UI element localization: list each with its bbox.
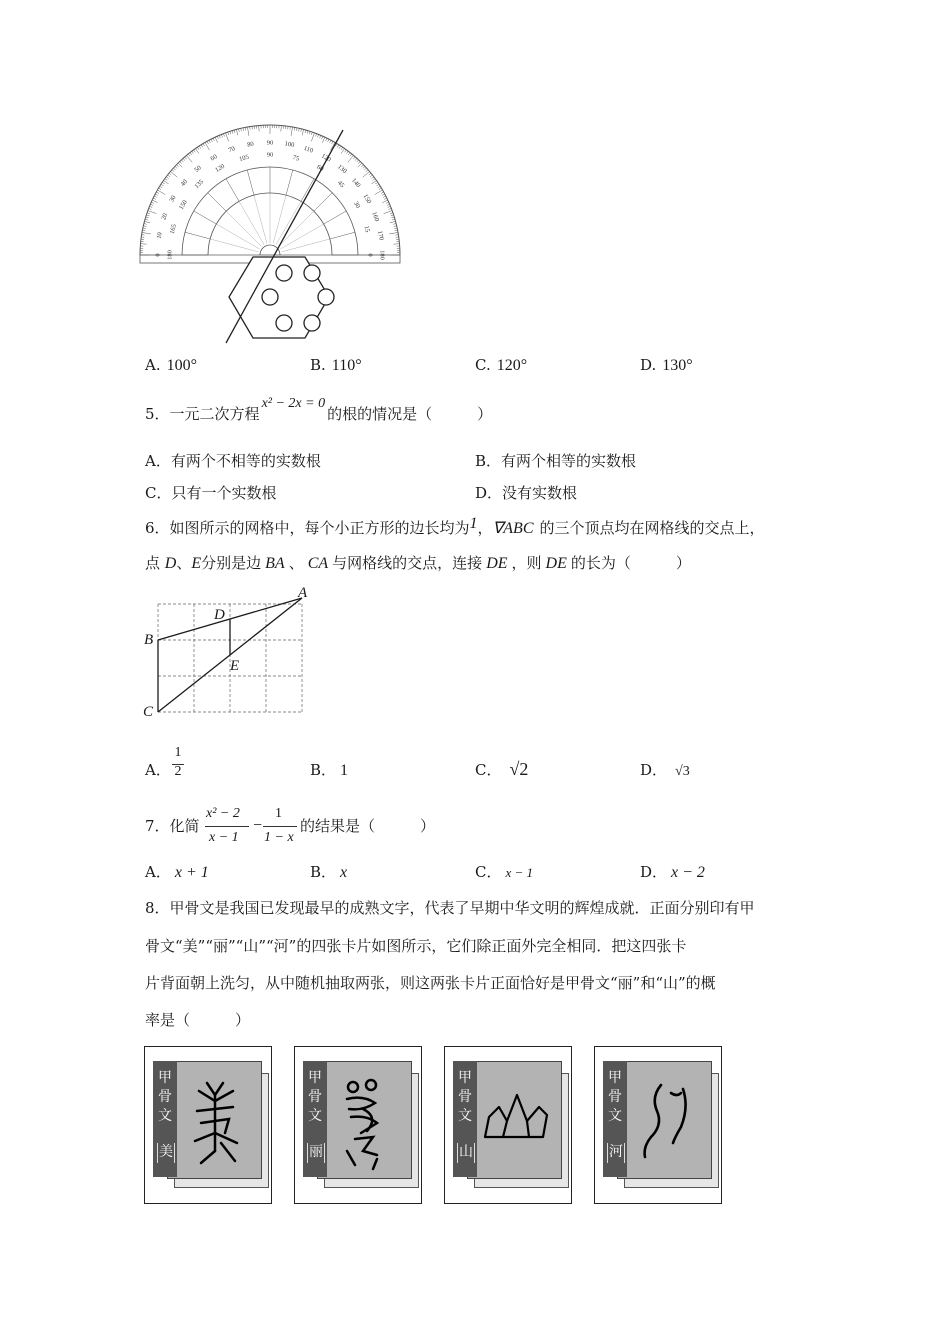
q5-option-c[interactable]: C．只有一个实数根: [145, 484, 277, 502]
protractor-tick: [223, 134, 224, 137]
protractor-tick: [181, 160, 183, 162]
protractor-outer-label: 60: [209, 153, 219, 163]
protractor-figure: [130, 115, 420, 355]
protractor-tick: [328, 139, 329, 142]
protractor-tick: [146, 217, 149, 218]
protractor-tick: [391, 217, 394, 218]
q4-options: [145, 356, 865, 380]
protractor-tick: [322, 137, 325, 142]
protractor-ray: [226, 211, 261, 246]
oracle-card-mei[interactable]: 甲骨文 美: [144, 1046, 272, 1204]
protractor-outer-label: 30: [168, 194, 178, 204]
protractor-tick: [373, 179, 375, 181]
q4-option-a[interactable]: A. 100°: [145, 356, 198, 374]
protractor-inner-label: 150: [177, 199, 189, 211]
protractor-tick: [190, 153, 192, 155]
protractor-tick: [366, 170, 368, 172]
glyph-li-icon: [333, 1073, 403, 1173]
hole: [304, 315, 320, 331]
label-d: D: [214, 607, 225, 623]
q6-option-c[interactable]: C． √2: [475, 759, 529, 779]
q8-stem-line2: 骨文“美”“丽”“山”“河”的四张卡片如图所示，它们除正面外完全相同．把这四张卡: [145, 937, 687, 955]
hole: [318, 289, 334, 305]
q7-option-b[interactable]: B． x: [310, 863, 348, 881]
protractor-tick: [326, 138, 327, 141]
protractor-tick: [205, 142, 210, 150]
protractor-tick: [390, 221, 396, 223]
protractor-tick: [375, 182, 377, 184]
protractor-tick: [384, 198, 387, 199]
protractor-inner-label: 15: [362, 225, 371, 234]
protractor-tick: [383, 196, 386, 197]
protractor-ray: [330, 232, 355, 239]
fraction-bar: [263, 826, 297, 827]
protractor-tick: [391, 215, 394, 216]
oracle-card-he[interactable]: 甲骨文 河: [594, 1046, 722, 1204]
protractor-tick: [176, 165, 178, 167]
protractor-tick: [294, 127, 295, 130]
protractor-outer-label: 70: [227, 145, 236, 155]
protractor-tick: [150, 204, 153, 205]
protractor-outer-label: 90: [266, 139, 274, 147]
q6-stem-line2: 点 D、E分别是边 BA 、 CA 与网格线的交点，连接 DE ，则 DE 的长为（ ）: [145, 554, 691, 572]
protractor-tick: [393, 224, 396, 225]
protractor-tick: [164, 180, 169, 183]
protractor-tick: [146, 215, 149, 216]
q4-option-d[interactable]: D. 130°: [640, 356, 693, 374]
protractor-tick: [186, 155, 192, 162]
label-c: C: [143, 704, 154, 720]
q4-option-c[interactable]: C. 120°: [475, 356, 528, 374]
protractor-tick: [219, 135, 220, 138]
protractor-tick: [394, 244, 400, 245]
protractor-tick: [388, 206, 391, 207]
protractor-tick: [307, 131, 308, 134]
protractor-inner-label: 60: [315, 163, 325, 174]
protractor-ray: [276, 201, 301, 244]
protractor-inner-label: 120: [214, 162, 226, 174]
protractor-tick: [311, 132, 312, 135]
protractor-tick: [316, 134, 317, 137]
protractor-tick: [183, 158, 185, 160]
protractor-tick: [149, 206, 152, 207]
q7-stem: 7．化简 x² − 2 x − 1 − 1 1 − x 的结果是（ ）: [145, 806, 436, 845]
protractor-tick: [221, 134, 222, 137]
hole: [304, 265, 320, 281]
protractor-tick: [372, 180, 377, 183]
q6-stem-line1: 6．如图所示的网格中，每个小正方形的边长均为1，∇ABC 的三个顶点均在网格线的交点上，: [145, 515, 765, 537]
protractor-tick: [170, 171, 177, 177]
protractor-tick: [390, 213, 393, 214]
protractor-tick: [162, 182, 164, 184]
q6-option-b[interactable]: B． 1: [310, 761, 349, 779]
protractor-tick: [151, 202, 154, 203]
protractor-tick: [153, 198, 156, 199]
protractor-tick: [302, 129, 304, 135]
protractor-tick: [245, 127, 246, 130]
protractor-tick: [382, 200, 387, 203]
protractor-outer-label: 120: [320, 152, 332, 164]
protractor-ray: [286, 170, 293, 195]
protractor-inner-label: 180: [166, 250, 174, 260]
protractor-tick: [144, 221, 150, 223]
protractor-tick: [320, 135, 321, 138]
protractor-tick: [386, 202, 389, 203]
protractor-tick: [201, 145, 203, 148]
protractor-ray: [210, 239, 258, 252]
protractor-outer-label: 150: [361, 193, 373, 205]
protractor-tick: [197, 147, 199, 149]
protractor-tick: [341, 147, 343, 149]
protractor-tick: [152, 200, 157, 203]
protractor-tick: [194, 150, 196, 152]
protractor-tick: [301, 129, 302, 132]
protractor-ray: [247, 170, 254, 195]
protractor-tick: [348, 153, 350, 155]
protractor-tick: [239, 129, 240, 132]
hole: [276, 265, 292, 281]
protractor-tick: [160, 186, 163, 188]
protractor-outer-label: 40: [179, 178, 189, 188]
hole: [276, 315, 292, 331]
protractor-tick: [350, 154, 352, 156]
protractor-outer-label: 80: [246, 140, 255, 149]
protractor-outer-label: 170: [376, 230, 385, 241]
protractor-tick: [382, 194, 385, 195]
protractor-tick: [213, 138, 214, 141]
protractor-tick: [140, 244, 146, 245]
protractor-ray: [314, 193, 332, 211]
protractor-tick: [185, 157, 187, 159]
protractor-tick: [230, 131, 231, 134]
protractor-tick: [142, 232, 151, 234]
protractor-tick: [161, 184, 164, 186]
protractor-tick: [236, 129, 238, 135]
protractor-tick: [392, 219, 395, 220]
protractor-tick: [330, 140, 331, 143]
protractor-tick: [370, 175, 372, 177]
protractor-tick: [180, 161, 182, 163]
protractor-tick: [156, 192, 159, 193]
protractor-outer-label: 0: [154, 253, 162, 257]
protractor-tick: [309, 131, 310, 134]
protractor-tick: [339, 146, 341, 149]
protractor-ray: [301, 179, 314, 202]
oracle-card-li[interactable]: 甲骨文 丽: [294, 1046, 422, 1204]
q7-option-c[interactable]: C． x − 1: [475, 863, 534, 881]
q7-option-a[interactable]: A． x + 1: [145, 863, 209, 881]
protractor-tick: [375, 190, 383, 195]
q8-stem-line3: 片背面朝上洗匀，从中随机抽取两张，则这两张卡片正面恰好是甲骨文“丽”和“山”的概: [145, 974, 716, 992]
protractor-tick: [259, 125, 260, 131]
protractor-ray: [239, 201, 264, 244]
protractor-tick: [142, 230, 145, 231]
protractor-inner-label: 105: [238, 153, 250, 164]
protractor-tick: [159, 188, 162, 190]
protractor-outer-label: 100: [284, 140, 295, 149]
protractor-tick: [147, 213, 150, 214]
protractor-tick: [296, 128, 297, 131]
q5-equation: x² − 2x = 0: [261, 396, 326, 411]
protractor-tick: [346, 151, 348, 153]
protractor-tick: [394, 226, 397, 227]
glyph-mei-icon: [185, 1071, 255, 1171]
q7-option-d[interactable]: D． x − 2: [640, 863, 705, 881]
protractor-tick: [353, 157, 355, 159]
protractor-tick: [166, 177, 168, 179]
protractor-inner-label: 0: [366, 253, 374, 257]
protractor-tick: [363, 166, 365, 168]
protractor-outer-label: 180: [378, 250, 386, 260]
label-b: B: [144, 632, 154, 648]
protractor-tick: [332, 141, 333, 144]
oracle-card-shan[interactable]: 甲骨文 山: [444, 1046, 572, 1204]
protractor-tick: [389, 232, 398, 234]
protractor-ray: [208, 193, 226, 211]
hole: [262, 289, 278, 305]
protractor-tick: [154, 196, 157, 197]
protractor-tick: [378, 186, 381, 188]
protractor-tick: [234, 130, 235, 133]
protractor-outer-label: 140: [349, 177, 362, 189]
protractor-tick: [209, 140, 210, 143]
protractor-tick: [345, 150, 347, 152]
protractor-tick: [228, 132, 229, 135]
protractor-inner-label: 45: [335, 179, 346, 190]
protractor-outer-label: 130: [336, 163, 348, 176]
protractor-inner-label: 75: [291, 154, 300, 163]
protractor-tick: [211, 139, 212, 142]
protractor-tick: [155, 194, 158, 195]
protractor-outer-label: 160: [370, 210, 381, 223]
protractor-outer-label: 50: [193, 164, 203, 174]
protractor-tick: [199, 146, 201, 149]
q5-option-b[interactable]: B．有两个相等的实数根: [475, 452, 637, 470]
protractor-tick: [243, 128, 244, 131]
protractor-ray: [324, 211, 347, 224]
protractor-ray: [216, 224, 259, 249]
protractor-tick: [172, 170, 174, 172]
protractor-tick: [322, 136, 323, 139]
q5-option-d[interactable]: D．没有实数根: [475, 484, 578, 502]
protractor-ray: [194, 211, 217, 224]
protractor-tick: [355, 158, 357, 160]
protractor-inner-label: 135: [193, 178, 206, 191]
protractor-tick: [165, 179, 167, 181]
protractor-tick: [379, 188, 382, 190]
protractor-tick: [207, 141, 208, 144]
protractor-tick: [305, 130, 306, 133]
q6-option-a[interactable]: A． 1 2: [145, 745, 205, 785]
protractor-tick: [387, 204, 390, 205]
protractor-tick: [281, 125, 282, 131]
protractor-tick: [247, 127, 249, 136]
protractor-tick: [192, 151, 194, 153]
protractor-tick: [389, 208, 392, 209]
protractor-tick: [361, 165, 363, 167]
protractor-tick: [143, 228, 146, 229]
protractor-tick: [145, 219, 148, 220]
protractor-tick: [371, 177, 373, 179]
protractor-tick: [215, 137, 218, 142]
protractor-inner-label: 165: [168, 223, 179, 235]
protractor-tick: [364, 168, 366, 170]
protractor-tick: [299, 128, 300, 131]
protractor-ray: [280, 224, 323, 249]
protractor-tick: [149, 208, 152, 209]
protractor-tick: [188, 154, 190, 156]
protractor-tick: [369, 173, 371, 175]
q5-option-a[interactable]: A．有两个不相等的实数根: [145, 452, 321, 470]
protractor-tick: [217, 136, 218, 139]
protractor-inner-label: 90: [266, 151, 274, 159]
protractor-tick: [169, 173, 171, 175]
protractor-outer-label: 110: [302, 144, 314, 155]
protractor-tick: [377, 184, 380, 186]
protractor-ray: [226, 179, 239, 202]
q4-option-b[interactable]: B. 110°: [310, 356, 362, 374]
protractor-inner-label: 30: [351, 200, 362, 210]
fraction-bar: [205, 826, 249, 827]
protractor-ray: [254, 195, 267, 243]
protractor-tick: [357, 160, 359, 162]
protractor-tick: [394, 228, 397, 229]
protractor-tick: [232, 131, 233, 134]
grid-triangle-figure: [138, 584, 318, 720]
glyph-he-icon: [635, 1077, 705, 1167]
protractor-tick: [168, 175, 170, 177]
label-e: E: [230, 658, 240, 674]
protractor-tick: [195, 149, 198, 154]
protractor-tick: [363, 171, 370, 177]
protractor-tick: [157, 190, 165, 195]
label-a: A: [298, 585, 308, 601]
protractor-tick: [318, 134, 319, 137]
protractor-tick: [337, 145, 339, 148]
protractor-tick: [291, 127, 293, 136]
protractor-tick: [173, 168, 175, 170]
protractor-tick: [203, 144, 205, 147]
protractor-tick: [144, 224, 147, 225]
protractor-tick: [341, 149, 344, 154]
protractor-tick: [241, 128, 242, 131]
protractor-tick: [381, 192, 384, 193]
protractor-ray: [282, 239, 330, 252]
q6-option-d[interactable]: D． √3: [640, 761, 690, 779]
protractor-outer-label: 10: [155, 231, 164, 240]
q8-stem-line1: 8．甲骨文是我国已发现最早的成熟文字，代表了早期中华文明的辉煌成就．正面分别印有甲: [145, 899, 755, 917]
protractor-tick: [395, 230, 398, 231]
protractor-tick: [143, 226, 146, 227]
protractor-tick: [358, 161, 360, 163]
protractor-outer-label: 20: [160, 212, 170, 221]
q5-stem: 5．一元二次方程x² − 2x = 0的根的情况是（ ）: [145, 396, 493, 423]
q8-stem-line4: 率是（ ）: [145, 1011, 251, 1029]
glyph-shan-icon: [481, 1087, 553, 1147]
protractor-tick: [175, 166, 177, 168]
protractor-tick: [348, 155, 354, 162]
protractor-ray: [185, 232, 210, 239]
